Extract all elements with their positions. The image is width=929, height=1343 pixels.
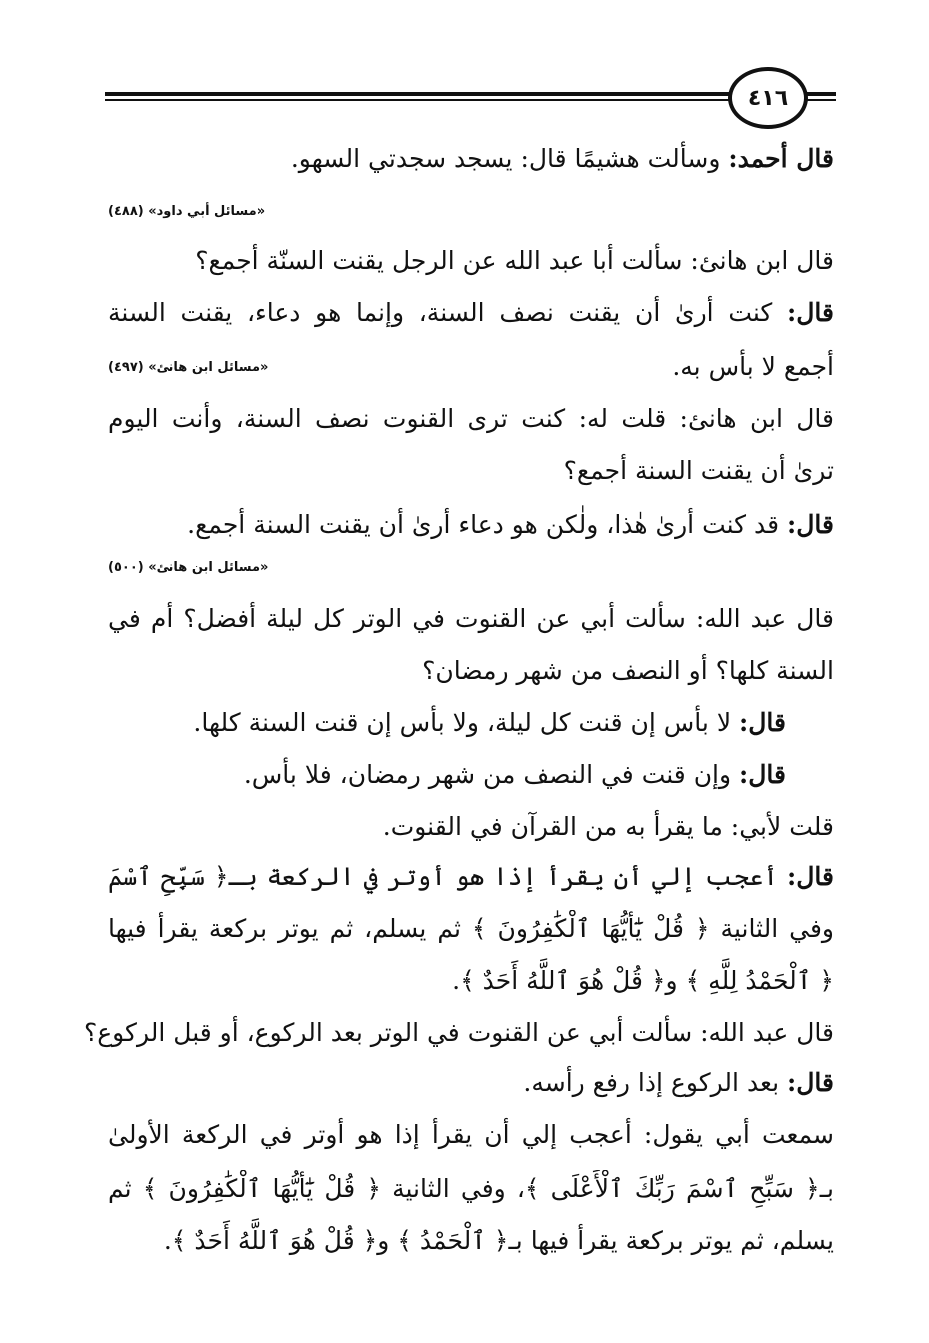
text-line: أجمع لا بأس به. [672, 352, 834, 381]
text-line: قال: وإن قنت في النصف من شهر رمضان، فلا بأس. [243, 760, 786, 789]
text-line: قال ابن هانئ: سألت أبا عبد الله عن الرجل يقنت السنّة أجمع؟ [195, 246, 834, 275]
text-line: يسلم، ثم يوتر بركعة يقرأ فيها بـ﴿ ٱلْحَمْدُ ﴾ و﴿ قُلْ هُوَ ٱللَّهُ أَحَدٌ ﴾. [163, 1226, 834, 1255]
source-citation: «مسائل ابن هانئ» (٥٠٠) [108, 560, 269, 575]
text-line: بـ﴿ سَبِّحِ ٱسْمَ رَبِّكَ ٱلْأَعْلَى ﴾، وفي الثانية ﴿ قُلْ يَٰٓأَيُّهَا ٱلْكَٰفِرُونَ ﴾ ثم [108, 1174, 834, 1203]
source-citation: «مسائل ابن هانئ» (٤٩٧) [108, 360, 269, 375]
text-line: قال ابن هانئ: قلت له: كنت ترى القنوت نصف السنة، وأنت اليوم [108, 404, 834, 433]
text-line: قال: كنت أرىٰ أن يقنت نصف السنة، وإنما هو دعاء، يقنت السنة [108, 298, 834, 327]
header-rule-right [806, 92, 836, 104]
text-line: قال: بعد الركوع إذا رفع رأسه. [523, 1068, 834, 1097]
text-line: قال عبد الله: سألت أبي عن القنوت في الوتر بعد الركوع، أو قبل الركوع؟ [83, 1018, 834, 1047]
text-line: قال: لا بأس إن قنت كل ليلة، ولا بأس إن قنت السنة كلها. [193, 708, 786, 737]
text-line: قال أحمد: وسألت هشيمًا قال: يسجد سجدتي السهو. [290, 144, 834, 173]
text-line: قال: أعجب إلي أن يقرأ إذا هو أوتر في الركعة بـ﴿ سَبِّحِ ٱسْمَ [108, 862, 834, 891]
text-line: قلت لأبي: ما يقرأ به من القرآن في القنوت. [382, 812, 834, 841]
page-number-badge [728, 67, 808, 129]
text-line: ﴿ ٱلْحَمْدُ لِلَّهِ ﴾ و﴿ قُلْ هُوَ ٱللَّهُ أَحَدٌ ﴾. [452, 966, 834, 995]
text-line: ترىٰ أن يقنت السنة أجمع؟ [563, 456, 834, 485]
header-rule [105, 92, 730, 104]
page-number: ٤١٦ [747, 85, 789, 111]
text-line: سمعت أبي يقول: أعجب إلي أن يقرأ إذا هو أوتر في الركعة الأولىٰ [108, 1120, 834, 1149]
text-line: وفي الثانية ﴿ قُلْ يَٰٓأَيُّهَا ٱلْكَٰفِرُونَ ﴾ ثم يسلم، ثم يوتر بركعة يقرأ فيها [108, 914, 834, 943]
text-line: قال: قد كنت أرىٰ هٰذا، ولٰكن هو دعاء أرىٰ أن يقنت السنة أجمع. [187, 510, 834, 539]
text-line: قال عبد الله: سألت أبي عن القنوت في الوتر كل ليلة أفضل؟ أم في [108, 604, 834, 633]
text-line: السنة كلها؟ أو النصف من شهر رمضان؟ [422, 656, 834, 685]
source-citation: «مسائل أبي داود» (٤٨٨) [108, 204, 266, 219]
